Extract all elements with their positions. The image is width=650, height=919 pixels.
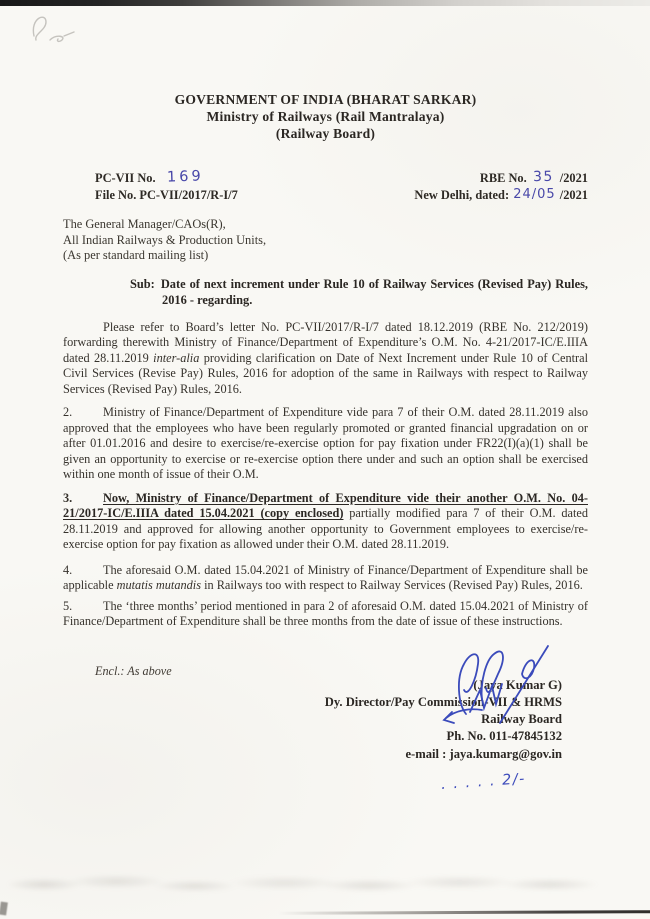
paragraph-4-text: The aforesaid O.M. dated 15.04.2021 of Ministry of Finance/Department of Expenditure shall be applicable — [63, 562, 588, 593]
signatory-designation: Dy. Director/Pay Commission-VII & HRMS — [324, 694, 562, 709]
place-date-label: New Delhi, dated: — [414, 187, 510, 202]
paragraph-4 — [63, 563, 588, 594]
subject-label: Sub: — [130, 276, 155, 291]
letterhead-ministry-line: Ministry of Railways (Rail Mantralaya) — [206, 109, 445, 124]
paragraph-5 — [63, 599, 588, 630]
letter-content — [63, 0, 588, 791]
paragraph-2-text: Ministry of Finance/Department of Expenditure vide para 7 of their O.M. dated 28.11.2019 also approved that the employees who have been regularly promoted or granted financial upgradation on or after 01.01.2016 and desire to exercise/re-exercise option for pay fixation under FR22(I)(a)(1) shall be given an opportunity to exercise or re-exercise option there under and such an option shall be exercised within one month of issue of their O.M. — [63, 405, 588, 482]
paragraph-1 — [63, 320, 588, 398]
date-year: /2021 — [559, 187, 588, 202]
addressee-line-1: The General Manager/CAOs(R), — [63, 217, 226, 231]
paragraph-4-number: 4. — [63, 562, 73, 577]
pc-number-label: PC-VII No. — [95, 171, 156, 185]
signatory-block — [325, 677, 588, 763]
paragraph-4-text-continued: in Railways too with respect to Railway Services (Revised Pay) Rules, 2016. — [201, 578, 583, 593]
signatory-organization: Railway Board — [481, 712, 562, 727]
closing-block — [63, 664, 588, 763]
signatory-phone: Ph. No. 011-47845132 — [446, 729, 562, 744]
place-date-line — [414, 187, 588, 205]
paragraph-1-text-continued: providing clarification on Date of Next Increment under Rule 10 of Central Civil Services (Revise Pay) Rules, 2016 for adoption of the same in Railways with respect to Railway Services (Revised Pay) Rules, 2016. — [63, 350, 588, 396]
paragraph-1-latin-phrase: inter-alia — [153, 350, 200, 365]
paragraph-2-number: 2. — [63, 405, 73, 420]
addressee-line-3: (As per standard mailing list) — [63, 248, 209, 263]
rbe-number-label: RBE No. — [479, 171, 527, 185]
paragraph-3-number: 3. — [63, 490, 73, 505]
subject-line — [130, 276, 588, 308]
paragraph-2 — [63, 405, 588, 483]
addressee-block — [63, 217, 588, 264]
enclosure-note: Encl.: As above — [95, 663, 172, 678]
letterhead-government-line: GOVERNMENT OF INDIA (BHARAT SARKAR) — [174, 92, 477, 107]
pc-number-line — [95, 170, 238, 187]
rbe-year: /2021 — [559, 171, 588, 185]
letterhead-board-line: (Railway Board) — [275, 126, 376, 141]
signatory-email: e-mail : jaya.kumarg@gov.in — [405, 746, 562, 761]
addressee-line-2: All Indian Railways & Production Units, — [63, 232, 267, 247]
rbe-number-handwritten-value: 35 — [532, 168, 554, 186]
paragraph-5-text: The ‘three months’ period mentioned in para 2 of aforesaid O.M. dated 15.04.2021 of Ministry of Finance/Department of Expenditure shall be three months from the date of issue of these instructions. — [63, 598, 588, 629]
reference-block — [63, 170, 588, 204]
rbe-number-line — [414, 170, 588, 187]
paragraph-3-emphasized-text: Now, Ministry of Finance/Department of Expenditure vide their another O.M. No. 04-21/2017-IC/E.IIIA dated 15.04.2021 (copy enclosed) — [63, 490, 588, 521]
paragraph-3 — [63, 491, 588, 553]
signatory-name: (Jaya Kumar G) — [473, 677, 562, 692]
reference-right — [414, 170, 588, 204]
paragraph-3-text: partially modified para 7 of their O.M. dated 28.11.2019 and approved for allowing another opportunity to Government employees to exercise/re-exercise option for pay fixation as allowed under their O.M. dated 28.11.2019. — [63, 506, 588, 552]
page-continuation-marker — [63, 770, 588, 793]
letterhead — [63, 91, 588, 142]
file-number-line: File No. PC-VII/2017/R-I/7 — [95, 187, 238, 202]
paragraph-4-latin-phrase: mutatis mutandis — [116, 578, 201, 593]
date-handwritten-value: 24/05 — [513, 186, 556, 202]
paragraph-1-text: Please refer to Board’s letter No. PC-VII/2017/R-I/7 dated 18.12.2019 (RBE No. 212/2019) forwarding therewith Ministry of Finance/Department of Expenditure’s O.M. No. 4-21/2017-IC/E.IIIA dated 28.11.2019 — [63, 319, 588, 365]
scan-smudge-band — [8, 868, 610, 898]
scan-edge-artifact-bottom — [278, 910, 650, 915]
scan-corner-mark — [0, 902, 8, 916]
subject-text: Date of next increment under Rule 10 of Railway Services (Revised Pay) Rules, 2016 - regarding. — [160, 276, 588, 307]
reference-left — [95, 170, 238, 204]
pc-number-handwritten-value: 169 — [166, 168, 204, 186]
paragraph-5-number: 5. — [63, 598, 73, 613]
page-marker-handwritten: . . . . . 2/- — [440, 770, 527, 793]
